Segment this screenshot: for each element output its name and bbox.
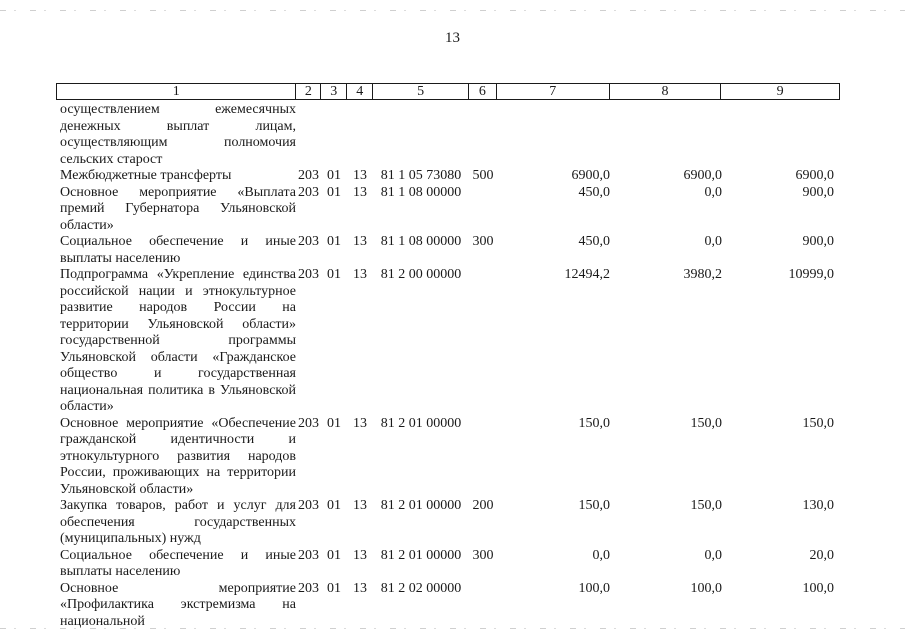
row-section: 01 xyxy=(327,234,341,249)
header-col-7: 7 xyxy=(497,84,610,99)
header-col-8: 8 xyxy=(610,84,722,99)
row-target-article: 81 1 08 00000 xyxy=(380,184,462,200)
row-name: Подпрограмма «Укрепление единства российской нации и этнокультурное развитие народов России на территории Ульяновской области» государственной программы Ульяновской области «Гражданское общество и государственная национальная политика в Ульяновской области» xyxy=(60,267,296,414)
row-amount-7: 450,0 xyxy=(578,184,610,200)
row-amount-7: 100,0 xyxy=(578,580,610,596)
row-name: Закупка товаров, работ и услуг для обеспечения государственных (муниципальных) нужд xyxy=(60,498,296,546)
row-target-article: 81 2 01 00000 xyxy=(380,415,462,431)
row-subsection: 13 xyxy=(353,267,367,282)
scan-artifact-bottom xyxy=(0,628,905,629)
row-expense-type: 300 xyxy=(472,547,494,563)
header-col-6: 6 xyxy=(469,84,497,99)
table-row xyxy=(56,581,840,631)
row-expense-type: 300 xyxy=(472,234,494,249)
row-name: Социальное обеспечение и иные выплаты населению xyxy=(60,547,296,579)
row-amount-9: 150,0 xyxy=(802,415,834,431)
row-chapter: 203 xyxy=(298,267,319,282)
table-row xyxy=(56,267,840,416)
table-row xyxy=(56,548,840,581)
row-chapter: 203 xyxy=(298,168,319,183)
row-amount-8: 0,0 xyxy=(704,547,722,563)
row-chapter: 203 xyxy=(298,547,319,563)
row-amount-8: 150,0 xyxy=(690,498,722,513)
row-amount-7: 150,0 xyxy=(578,498,610,513)
header-col-1: 1 xyxy=(57,84,296,99)
row-amount-7: 12494,2 xyxy=(564,267,610,282)
row-amount-7: 6900,0 xyxy=(571,168,610,183)
row-amount-9: 900,0 xyxy=(802,234,834,249)
row-chapter: 203 xyxy=(298,184,319,200)
row-amount-9: 20,0 xyxy=(809,547,834,563)
row-section: 01 xyxy=(327,415,341,431)
row-expense-type: 500 xyxy=(472,168,494,183)
row-name: Социальное обеспечение и иные выплаты населению xyxy=(60,234,296,266)
row-chapter: 203 xyxy=(298,415,319,431)
row-target-article: 81 2 02 00000 xyxy=(380,580,462,596)
header-col-3: 3 xyxy=(321,84,347,99)
row-subsection: 13 xyxy=(353,184,367,200)
row-amount-9: 900,0 xyxy=(802,184,834,200)
row-target-article: 81 1 08 00000 xyxy=(380,234,462,249)
row-amount-7: 450,0 xyxy=(578,234,610,249)
row-name: Основное мероприятие «Профилактика экстремизма на национальной xyxy=(60,580,296,629)
header-col-4: 4 xyxy=(347,84,373,99)
row-subsection: 13 xyxy=(353,168,367,183)
row-target-article: 81 2 01 00000 xyxy=(380,547,462,563)
row-amount-8: 150,0 xyxy=(690,415,722,431)
table-row xyxy=(56,185,840,235)
row-chapter: 203 xyxy=(298,580,319,596)
row-amount-9: 100,0 xyxy=(802,580,834,596)
table-row xyxy=(56,416,840,499)
row-name: Межбюджетные трансферты xyxy=(60,168,232,183)
row-name: осуществлением ежемесячных денежных выплат лицам, осуществляющим полномочия сельских старост xyxy=(60,102,296,167)
row-section: 01 xyxy=(327,498,341,513)
row-subsection: 13 xyxy=(353,415,367,431)
header-col-5: 5 xyxy=(373,84,469,99)
row-amount-7: 150,0 xyxy=(578,415,610,431)
table-row xyxy=(56,102,840,168)
row-target-article: 81 2 00 00000 xyxy=(380,267,462,282)
header-col-9: 9 xyxy=(776,84,784,99)
row-chapter: 203 xyxy=(298,234,319,249)
row-subsection: 13 xyxy=(353,547,367,563)
table-body xyxy=(56,102,840,630)
row-chapter: 203 xyxy=(298,498,319,513)
row-amount-8: 0,0 xyxy=(704,234,722,249)
row-section: 01 xyxy=(327,267,341,282)
row-amount-8: 0,0 xyxy=(704,184,722,200)
row-amount-9: 130,0 xyxy=(802,498,834,513)
row-subsection: 13 xyxy=(353,498,367,513)
table-row xyxy=(56,168,840,185)
row-name: Основное мероприятие «Выплата премий Губернатора Ульяновской области» xyxy=(60,184,296,233)
row-target-article: 81 1 05 73080 xyxy=(380,168,462,183)
scan-artifact-top xyxy=(0,10,905,11)
row-amount-7: 0,0 xyxy=(592,547,610,563)
row-amount-8: 6900,0 xyxy=(683,168,722,183)
row-expense-type: 200 xyxy=(472,498,494,513)
row-section: 01 xyxy=(327,580,341,596)
row-section: 01 xyxy=(327,168,341,183)
header-col-2: 2 xyxy=(296,84,321,99)
row-amount-8: 100,0 xyxy=(690,580,722,596)
row-amount-8: 3980,2 xyxy=(683,267,722,282)
row-amount-9: 6900,0 xyxy=(795,168,834,183)
row-section: 01 xyxy=(327,547,341,563)
table-header xyxy=(56,83,840,100)
row-target-article: 81 2 01 00000 xyxy=(380,498,462,513)
row-name: Основное мероприятие «Обеспечение гражданской идентичности и этнокультурного развития народов России, проживающих на территории Ульяновской области» xyxy=(60,415,296,497)
row-subsection: 13 xyxy=(353,580,367,596)
table-row xyxy=(56,234,840,267)
row-subsection: 13 xyxy=(353,234,367,249)
row-amount-9: 10999,0 xyxy=(788,267,834,282)
table-row xyxy=(56,498,840,548)
row-section: 01 xyxy=(327,184,341,200)
page-number: 13 xyxy=(445,30,460,46)
